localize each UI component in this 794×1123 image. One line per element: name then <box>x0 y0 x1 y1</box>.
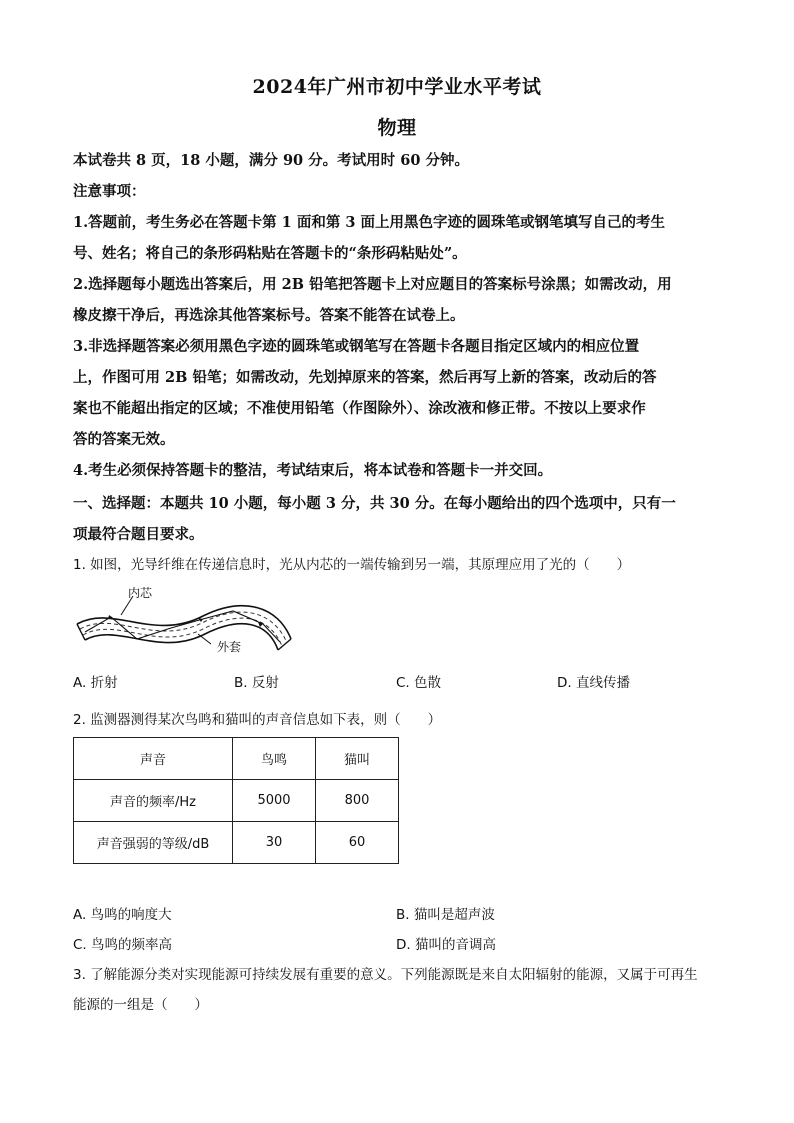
q2-option-b: B. 猫叫是超声波 <box>396 907 495 923</box>
question-3-stem: 能源的一组是（ ） <box>73 997 208 1013</box>
table-cell: 声音强弱的等级/dB <box>74 822 233 864</box>
q2-option-c: C. 鸟鸣的频率高 <box>73 937 173 953</box>
subject-title: 物理 <box>377 117 417 139</box>
notice-line: 案也不能超出指定的区域；不准使用铅笔（作图除外）、涂改液和修正带。不按以上要求作 <box>73 400 646 417</box>
q1-option-d: D. 直线传播 <box>557 675 630 691</box>
notice-heading: 注意事项： <box>73 183 146 200</box>
question-2-stem: 2. 监测器测得某次鸟鸣和猫叫的声音信息如下表，则（ ） <box>73 712 442 728</box>
figure-label-core: 内芯 <box>128 586 153 600</box>
question-1-stem: 1. 如图，光导纤维在传递信息时，光从内芯的一端传输到另一端，其原理应用了光的（ ） <box>73 557 631 573</box>
q1-option-c: C. 色散 <box>396 675 442 691</box>
table-header-row <box>74 738 399 780</box>
sound-data-table <box>73 737 399 864</box>
notice-line: 2.选择题每小题选出答案后，用 2B 铅笔把答题卡上对应题目的答案标号涂黑；如需改动，用 <box>73 276 672 293</box>
notice-line: 上，作图可用 2B 铅笔；如需改动，先划掉原来的答案，然后再写上新的答案，改动后的答 <box>73 369 657 386</box>
question-3-stem: 3. 了解能源分类对实现能源可持续发展有重要的意义。下列能源既是来自太阳辐射的能源，又属于可再生 <box>73 967 698 983</box>
q2-option-d: D. 猫叫的音调高 <box>396 937 496 953</box>
table-cell: 5000 <box>233 780 316 822</box>
notice-line: 4.考生必须保持答题卡的整洁，考试结束后，将本试卷和答题卡一并交回。 <box>73 462 553 479</box>
table-cell: 60 <box>316 822 399 864</box>
q2-option-a: A. 鸟鸣的响度大 <box>73 907 172 923</box>
notice-line: 号、姓名；将自己的条形码粘贴在答题卡的“条形码粘贴处”。 <box>73 245 467 262</box>
table-cell: 声音的频率/Hz <box>74 780 233 822</box>
table-header-cell: 鸟鸣 <box>233 738 316 780</box>
table-header-cell: 猫叫 <box>316 738 399 780</box>
section-heading: 项最符合题目要求。 <box>73 526 204 543</box>
q1-option-b: B. 反射 <box>234 675 279 691</box>
table-cell: 800 <box>316 780 399 822</box>
notice-line: 答的答案无效。 <box>73 431 175 448</box>
notice-line: 橡皮擦干净后，再选涂其他答案标号。答案不能答在试卷上。 <box>73 307 465 324</box>
exam-summary: 本试卷共 8 页，18 小题，满分 90 分。考试用时 60 分钟。 <box>73 152 469 169</box>
notice-line: 1.答题前，考生务必在答题卡第 1 面和第 3 面上用黑色字迹的圆珠笔或钢笔填写自己的考生 <box>73 214 666 231</box>
optical-fiber-figure <box>73 584 303 664</box>
section-heading: 一、选择题：本题共 10 小题，每小题 3 分，共 30 分。在每小题给出的四个选项中，只有一 <box>73 495 676 512</box>
table-row <box>74 822 399 864</box>
q1-option-a: A. 折射 <box>73 675 118 691</box>
exam-title: 2024年广州市初中学业水平考试 <box>252 76 542 98</box>
table-header-cell: 声音 <box>74 738 233 780</box>
notice-line: 3.非选择题答案必须用黑色字迹的圆珠笔或钢笔写在答题卡各题目指定区域内的相应位置 <box>73 338 640 355</box>
table-row <box>74 780 399 822</box>
table-cell: 30 <box>233 822 316 864</box>
figure-label-cladding: 外套 <box>217 640 242 654</box>
